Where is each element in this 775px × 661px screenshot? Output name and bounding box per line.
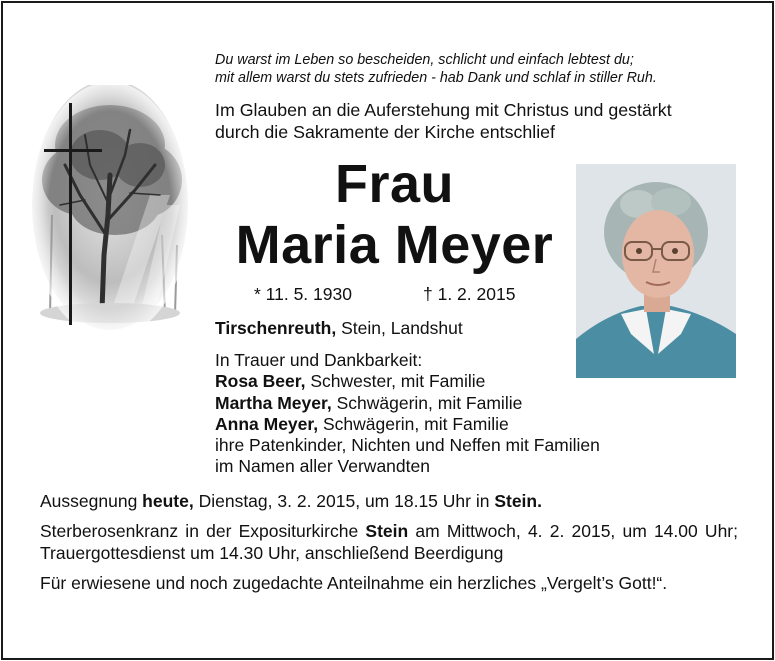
verse-line-2: mit allem warst du stets zufrieden - hab Dank und schlaf in stiller Ruh. — [215, 70, 657, 86]
rosary-text-1: Sterberosenkranz in der Expositurkirche — [40, 521, 366, 541]
places — [215, 318, 463, 339]
rosary-info — [40, 520, 738, 564]
mourners-godchildren: ihre Patenkinder, Nichten und Neffen mit Familien — [215, 435, 600, 456]
faith-line-1: Im Glauben an die Auferstehung mit Christus und gestärkt — [215, 100, 672, 120]
mourner-name: Rosa Beer, — [215, 371, 306, 392]
death-date: † 1. 2. 2015 — [423, 284, 516, 304]
blessing-day: heute, — [142, 491, 194, 511]
verse-line-1: Du warst im Leben so bescheiden, schlicht und einfach lebtest du; — [215, 52, 634, 68]
place-main: Tirschenreuth, — [215, 318, 337, 338]
salutation: Frau — [334, 154, 455, 214]
mourner-item — [215, 414, 675, 435]
mourner-relation: Schwägerin, mit Familie — [318, 413, 509, 434]
mourner-name: Anna Meyer, — [215, 413, 319, 434]
place-others: Stein, Landshut — [336, 318, 463, 338]
blessing-text-1: Aussegnung — [40, 491, 143, 511]
mourner-relation: Schwester, mit Familie — [305, 371, 486, 392]
blessing-place: Stein. — [494, 491, 542, 511]
tree-with-cross-icon — [30, 85, 190, 340]
thanks-text: Für erwiesene und noch zugedachte Anteilnahme ein herzliches „Vergelt’s Gott!“. — [40, 573, 668, 593]
memorial-verse — [215, 51, 755, 87]
mourners-intro: In Trauer und Dankbarkeit: — [215, 350, 423, 370]
mourner-name: Martha Meyer, — [215, 392, 332, 413]
rosary-text-2: am Mittwoch, 4. 2. 2015, um 14.00 Uhr; Trauergottesdienst um 14.30 Uhr, anschließend Beerdigung — [40, 521, 738, 563]
deceased-name: Maria Meyer — [235, 215, 554, 275]
mourners-relatives: im Namen aller Verwandten — [215, 456, 430, 477]
mourner-item — [215, 393, 675, 414]
faith-line-2: durch die Sakramente der Kirche entschlief — [215, 122, 555, 142]
faith-statement — [215, 99, 755, 143]
birth-date: * 11. 5. 1930 — [254, 284, 352, 304]
rosary-place: Stein — [365, 521, 409, 541]
blessing-info — [40, 490, 738, 512]
portrait-photo — [576, 164, 736, 378]
mourner-relation: Schwägerin, mit Familie — [331, 392, 523, 413]
blessing-text-2: Dienstag, 3. 2. 2015, um 18.15 Uhr in — [193, 491, 495, 511]
